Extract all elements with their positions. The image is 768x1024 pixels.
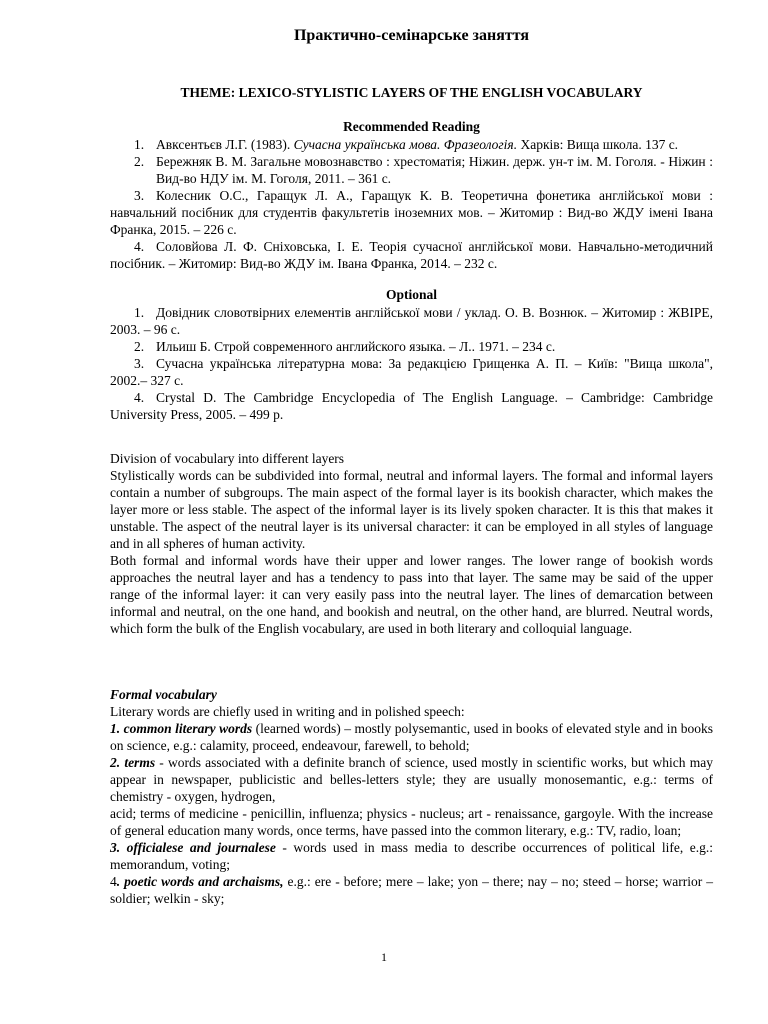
division-paragraph-2: Both formal and informal words have their upper and lower ranges. The lower range of bookish words approaches the neutral layer and has a tendency to pass into that layer. The same may be said of the upper range of the informal layer: it can very easily pass into the neutral layer. The lines of demarcation between informal and neutral, on the one hand, and bookish and neutral, on the other hand, are blurred. Neutral words, which form the bulk of the English vocabulary, are used in both literary and colloquial language.: [110, 553, 713, 636]
optional-item: [110, 389, 713, 423]
item-text: e.g.: ere - before; mere – lake; yon – there; nay – no; steed – horse; warrior – soldier; welkin - sky;: [110, 874, 713, 906]
item-number: 3.: [134, 356, 145, 371]
item-text: (learned words) – mostly polysemantic, used in books of elevated style and in books on science, e.g.: calamity, proceed, endeavour, farewell, to behold;: [110, 721, 713, 753]
optional-list: [110, 304, 713, 423]
division-paragraph-1: Stylistically words can be subdivided into formal, neutral and informal layers. The formal and informal layers contain a number of subgroups. The main aspect of the formal layer is its bookish character, which makes the layer more or less stable. The aspect of the informal layer is its lively spoken character. It is this that makes it unstable. The aspect of the neutral layer is its universal character: it can be employed in all styles of language and in all spheres of human activity.: [110, 468, 713, 551]
page-number: 1: [381, 950, 387, 964]
formal-item-2: [110, 754, 713, 805]
item-text: Ильиш Б. Строй современного английского языка. – Л.. 1971. – 234 с.: [156, 339, 556, 354]
formal-item-1: [110, 720, 713, 754]
formal-vocabulary-section: [110, 686, 713, 907]
item-text-post: Харків: Вища школа. 137 с.: [517, 137, 679, 152]
item-text: Авксентьєв Л.Г. (1983).: [156, 137, 294, 152]
formal-vocabulary-heading: Formal vocabulary: [110, 687, 217, 702]
item-number: 2.: [134, 339, 145, 354]
formal-intro: Literary words are chiefly used in writing and in polished speech:: [110, 704, 465, 719]
theme-heading: THEME: LEXICO-STYLISTIC LAYERS OF THE ENGLISH VOCABULARY: [180, 85, 643, 100]
division-section: [110, 450, 713, 637]
item-label: 3. officialese and journalese: [110, 840, 276, 855]
item-number: 4: [110, 874, 117, 889]
formal-item-2-continued: acid; terms of medicine - penicillin, influenza; physics - nucleus; art - renaissance, gargoyle. With the increase of general education many words, once terms, have passed into the common literary, e.g.: TV, radio, loan;: [110, 806, 713, 838]
item-text: - words used in mass media to describe occurrences of political life, e.g.: memorandum, voting;: [110, 840, 714, 872]
item-label: . poetic words and archaisms,: [116, 874, 284, 889]
recommended-item: [110, 187, 713, 238]
formal-item-4: [110, 873, 713, 907]
item-number: 2.: [134, 154, 145, 169]
recommended-list: [110, 136, 713, 272]
item-text: Бережняк В. М. Загальне мовознавство : хрестоматія; Ніжин. держ. ун-т ім. М. Гоголя. - Ніжин : Вид-во НДУ ім. М. Гоголя, 2011. – 361 с.: [156, 154, 713, 186]
formal-item-3: [110, 839, 713, 873]
optional-item: [110, 355, 713, 389]
item-text: Сучасна українська літературна мова: За редакцією Грищенка А. П. – Київ: "Вища школа", 2002.– 327 с.: [110, 356, 713, 388]
item-number: 3.: [134, 188, 145, 203]
recommended-item: [110, 136, 713, 153]
page-title: Практично-семінарське заняття: [293, 27, 530, 44]
item-italic-title: Сучасна українська мова. Фразеологія.: [293, 137, 518, 152]
item-text: Crystal D. The Cambridge Encyclopedia of The English Language. – Cambridge: Cambridge University Press, 2005. – 499 p.: [110, 390, 713, 422]
item-number: 4.: [134, 390, 145, 405]
item-text: Колесник О.С., Гаращук Л. А., Гаращук К. В. Теоретична фонетика англійської мови : навчальний посібник для студентів факультетів іноземних мов. – Житомир : Вид-во ЖДУ імені Івана Франка, 2015. – 226 с.: [110, 188, 713, 237]
item-number: 1.: [134, 137, 145, 152]
recommended-reading-heading: Recommended Reading: [343, 119, 480, 134]
item-number: 1.: [134, 305, 145, 320]
item-text: - words associated with a definite branch of science, used mostly in scientific works, but which may appear in newspaper, publicistic and belles-letters style; they are usually monosemantic, e.g.: terms of chemistry - oxygen, hydrogen,: [110, 755, 713, 804]
item-number: 4.: [134, 239, 145, 254]
item-label: 2. terms: [110, 755, 156, 770]
recommended-item: [110, 153, 713, 187]
item-text: Довідник словотвірних елементів англійської мови / уклад. О. В. Вознюк. – Житомир : ЖВІРЕ, 2003. – 96 с.: [110, 305, 713, 337]
optional-item: [110, 304, 713, 338]
recommended-item: [110, 238, 713, 272]
division-heading: Division of vocabulary into different layers: [110, 451, 345, 466]
item-label: 1. common literary words: [110, 721, 253, 736]
item-text: Соловйова Л. Ф. Сніховська, І. Е. Теорія сучасної англійської мови. Навчально-методичний посібник. – Житомир: Вид-во ЖДУ ім. Івана Франка, 2014. – 232 с.: [110, 239, 713, 271]
optional-heading: Optional: [385, 287, 437, 302]
optional-item: [110, 338, 713, 355]
